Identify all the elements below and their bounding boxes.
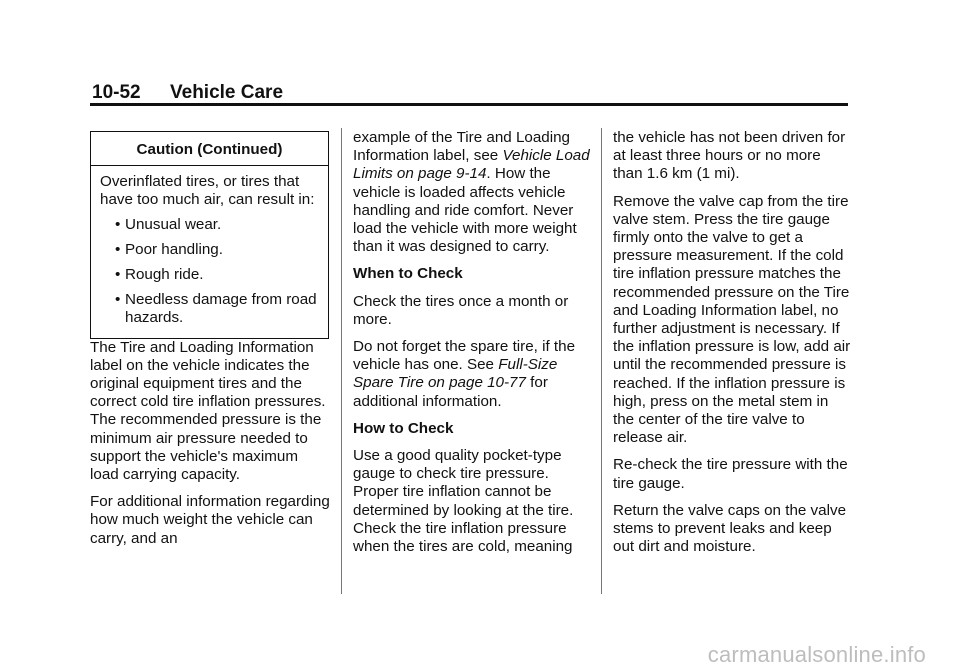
caution-list <box>100 216 320 328</box>
paragraph <box>353 338 593 411</box>
column-2 <box>353 129 593 565</box>
paragraph: The Tire and Loading Information label on the vehicle indicates the original equipment tires and the correct cold tire inflation pressures. The recommended pressure is the minimum air pressure needed to support the vehicle's maximum load carrying capacity. <box>90 338 326 484</box>
subheading-how-to-check: How to Check <box>353 419 454 437</box>
section-title: Vehicle Care <box>170 82 284 103</box>
caution-bullet: • Poor handling. <box>117 241 320 259</box>
caution-title: Caution (Continued) <box>91 132 328 166</box>
column-1 <box>90 131 330 557</box>
paragraph: Remove the valve cap from the tire valve stem. Press the tire gauge firmly onto the valve to get a pressure measurement. If the cold tire inflation pressure matches the recommended pressure on the Tire and Loading Information label, no further adjustment is necessary. If the inflation pressure is low, add air until the recommended pressure is reached. If the inflation pressure is high, press on the metal stem in the center of the tire valve to release air. <box>613 192 851 447</box>
paragraph: the vehicle has not been driven for at least three hours or no more than 1.6 km (1 mi). <box>613 129 846 183</box>
paragraph <box>353 129 593 256</box>
paragraph: Check the tires once a month or more. <box>353 292 569 328</box>
column-divider-1 <box>341 128 342 594</box>
caution-bullet: • Rough ride. <box>117 266 320 284</box>
text: example of the Tire and Loading Information label, see <box>353 129 570 165</box>
caution-bullet: • Unusual wear. <box>117 216 320 234</box>
text: for additional information. <box>353 374 548 410</box>
text: Do not forget the spare tire, if the vehicle has one. See <box>353 338 576 374</box>
cross-reference-link[interactable]: Vehicle Load Limits on page 9-14 <box>353 147 590 183</box>
paragraph: For additional information regarding how much weight the vehicle can carry, and an <box>90 493 330 547</box>
watermark: carmanualsonline.info <box>707 642 926 667</box>
column-3 <box>613 129 853 565</box>
page-number: 10-52 <box>92 82 141 103</box>
caution-body <box>91 166 328 337</box>
cross-reference-link[interactable]: Full-Size Spare Tire on page 10-77 <box>353 356 558 392</box>
text: . How the vehicle is loaded affects vehicle handling and ride comfort. Never load the vehicle with more weight than it was designed to carry. <box>353 165 577 256</box>
caution-bullet: • Needless damage from road hazards. <box>117 291 320 327</box>
paragraph: Use a good quality pocket-type gauge to check tire pressure. Proper tire inflation cannot be determined by looking at the tire. Check the tire inflation pressure when the tires are cold, meaning <box>353 447 574 556</box>
page-header <box>92 82 283 104</box>
caution-intro: Overinflated tires, or tires that have too much air, can result in: <box>100 173 315 209</box>
paragraph: Re-check the tire pressure with the tire gauge. <box>613 456 848 492</box>
caution-box <box>90 131 329 339</box>
column-divider-2 <box>601 128 602 594</box>
paragraph: Return the valve caps on the valve stems to prevent leaks and keep out dirt and moisture. <box>613 501 847 556</box>
header-rule <box>90 103 848 106</box>
subheading-when-to-check: When to Check <box>353 265 463 283</box>
